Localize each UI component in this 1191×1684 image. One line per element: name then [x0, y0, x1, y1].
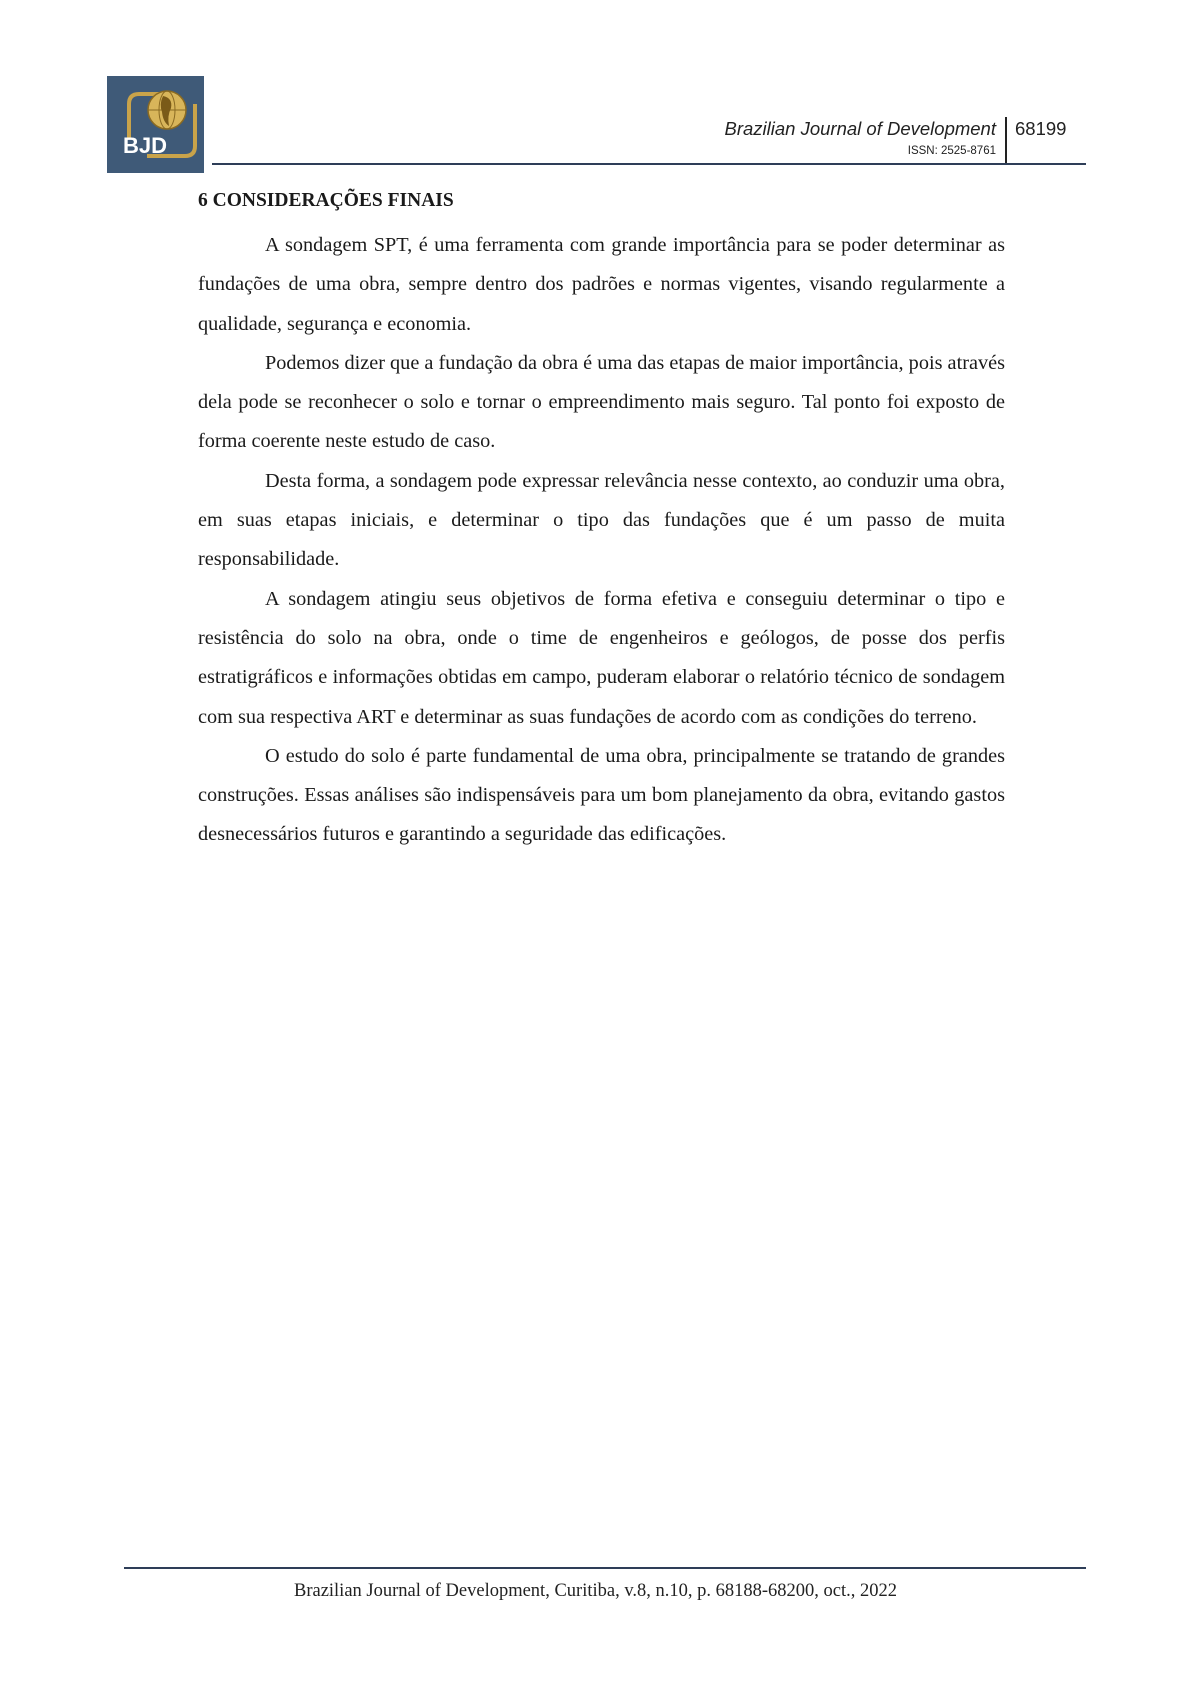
- logo-text: BJD: [122, 133, 168, 158]
- running-header-issn: ISSN: 2525-8761: [907, 145, 996, 157]
- journal-logo: [107, 76, 204, 173]
- header-rule: [212, 163, 1086, 165]
- header-divider: [1005, 117, 1007, 163]
- paragraph: O estudo do solo é parte fundamental de uma obra, principalmente se tratando de grandes construções. Essas análises são indispensáveis para um bom planejamento da obra, evitando gastos desnecessários futuros e garantindo a seguridade das edificações.: [198, 744, 1005, 846]
- paragraph: Podemos dizer que a fundação da obra é uma das etapas de maior importância, pois através dela pode se reconhecer o solo e tornar o empreendimento mais seguro. Tal ponto foi exposto de forma coerente neste estudo de caso.: [198, 351, 1005, 453]
- globe-logo-icon: [107, 76, 204, 173]
- article-body: [198, 187, 1005, 855]
- paragraph: A sondagem SPT, é uma ferramenta com grande importância para se poder determinar as fundações de uma obra, sempre dentro dos padrões e normas vigentes, visando regularmente a qualidade, segurança e economia.: [198, 234, 1005, 335]
- running-header-journal-title: Brazilian Journal of Development: [724, 118, 996, 139]
- footer-rule: [124, 1567, 1086, 1569]
- page-number: 68199: [1015, 118, 1067, 139]
- footer-citation: Brazilian Journal of Development, Curitiba, v.8, n.10, p. 68188-68200, oct., 2022: [293, 1581, 898, 1601]
- paragraph: Desta forma, a sondagem pode expressar relevância nesse contexto, ao conduzir uma obra, em suas etapas iniciais, e determinar o tipo das fundações que é um passo de muita responsabilidade.: [198, 469, 1005, 571]
- paragraph: A sondagem atingiu seus objetivos de forma efetiva e conseguiu determinar o tipo e resistência do solo na obra, onde o time de engenheiros e geólogos, de posse dos perfis estratigráficos e informações obtidas em campo, puderam elaborar o relatório técnico de sondagem com sua respectiva ART e determinar as suas fundações de acordo com as condições do terreno.: [198, 587, 1005, 728]
- section-heading: 6 CONSIDERAÇÕES FINAIS: [198, 190, 454, 211]
